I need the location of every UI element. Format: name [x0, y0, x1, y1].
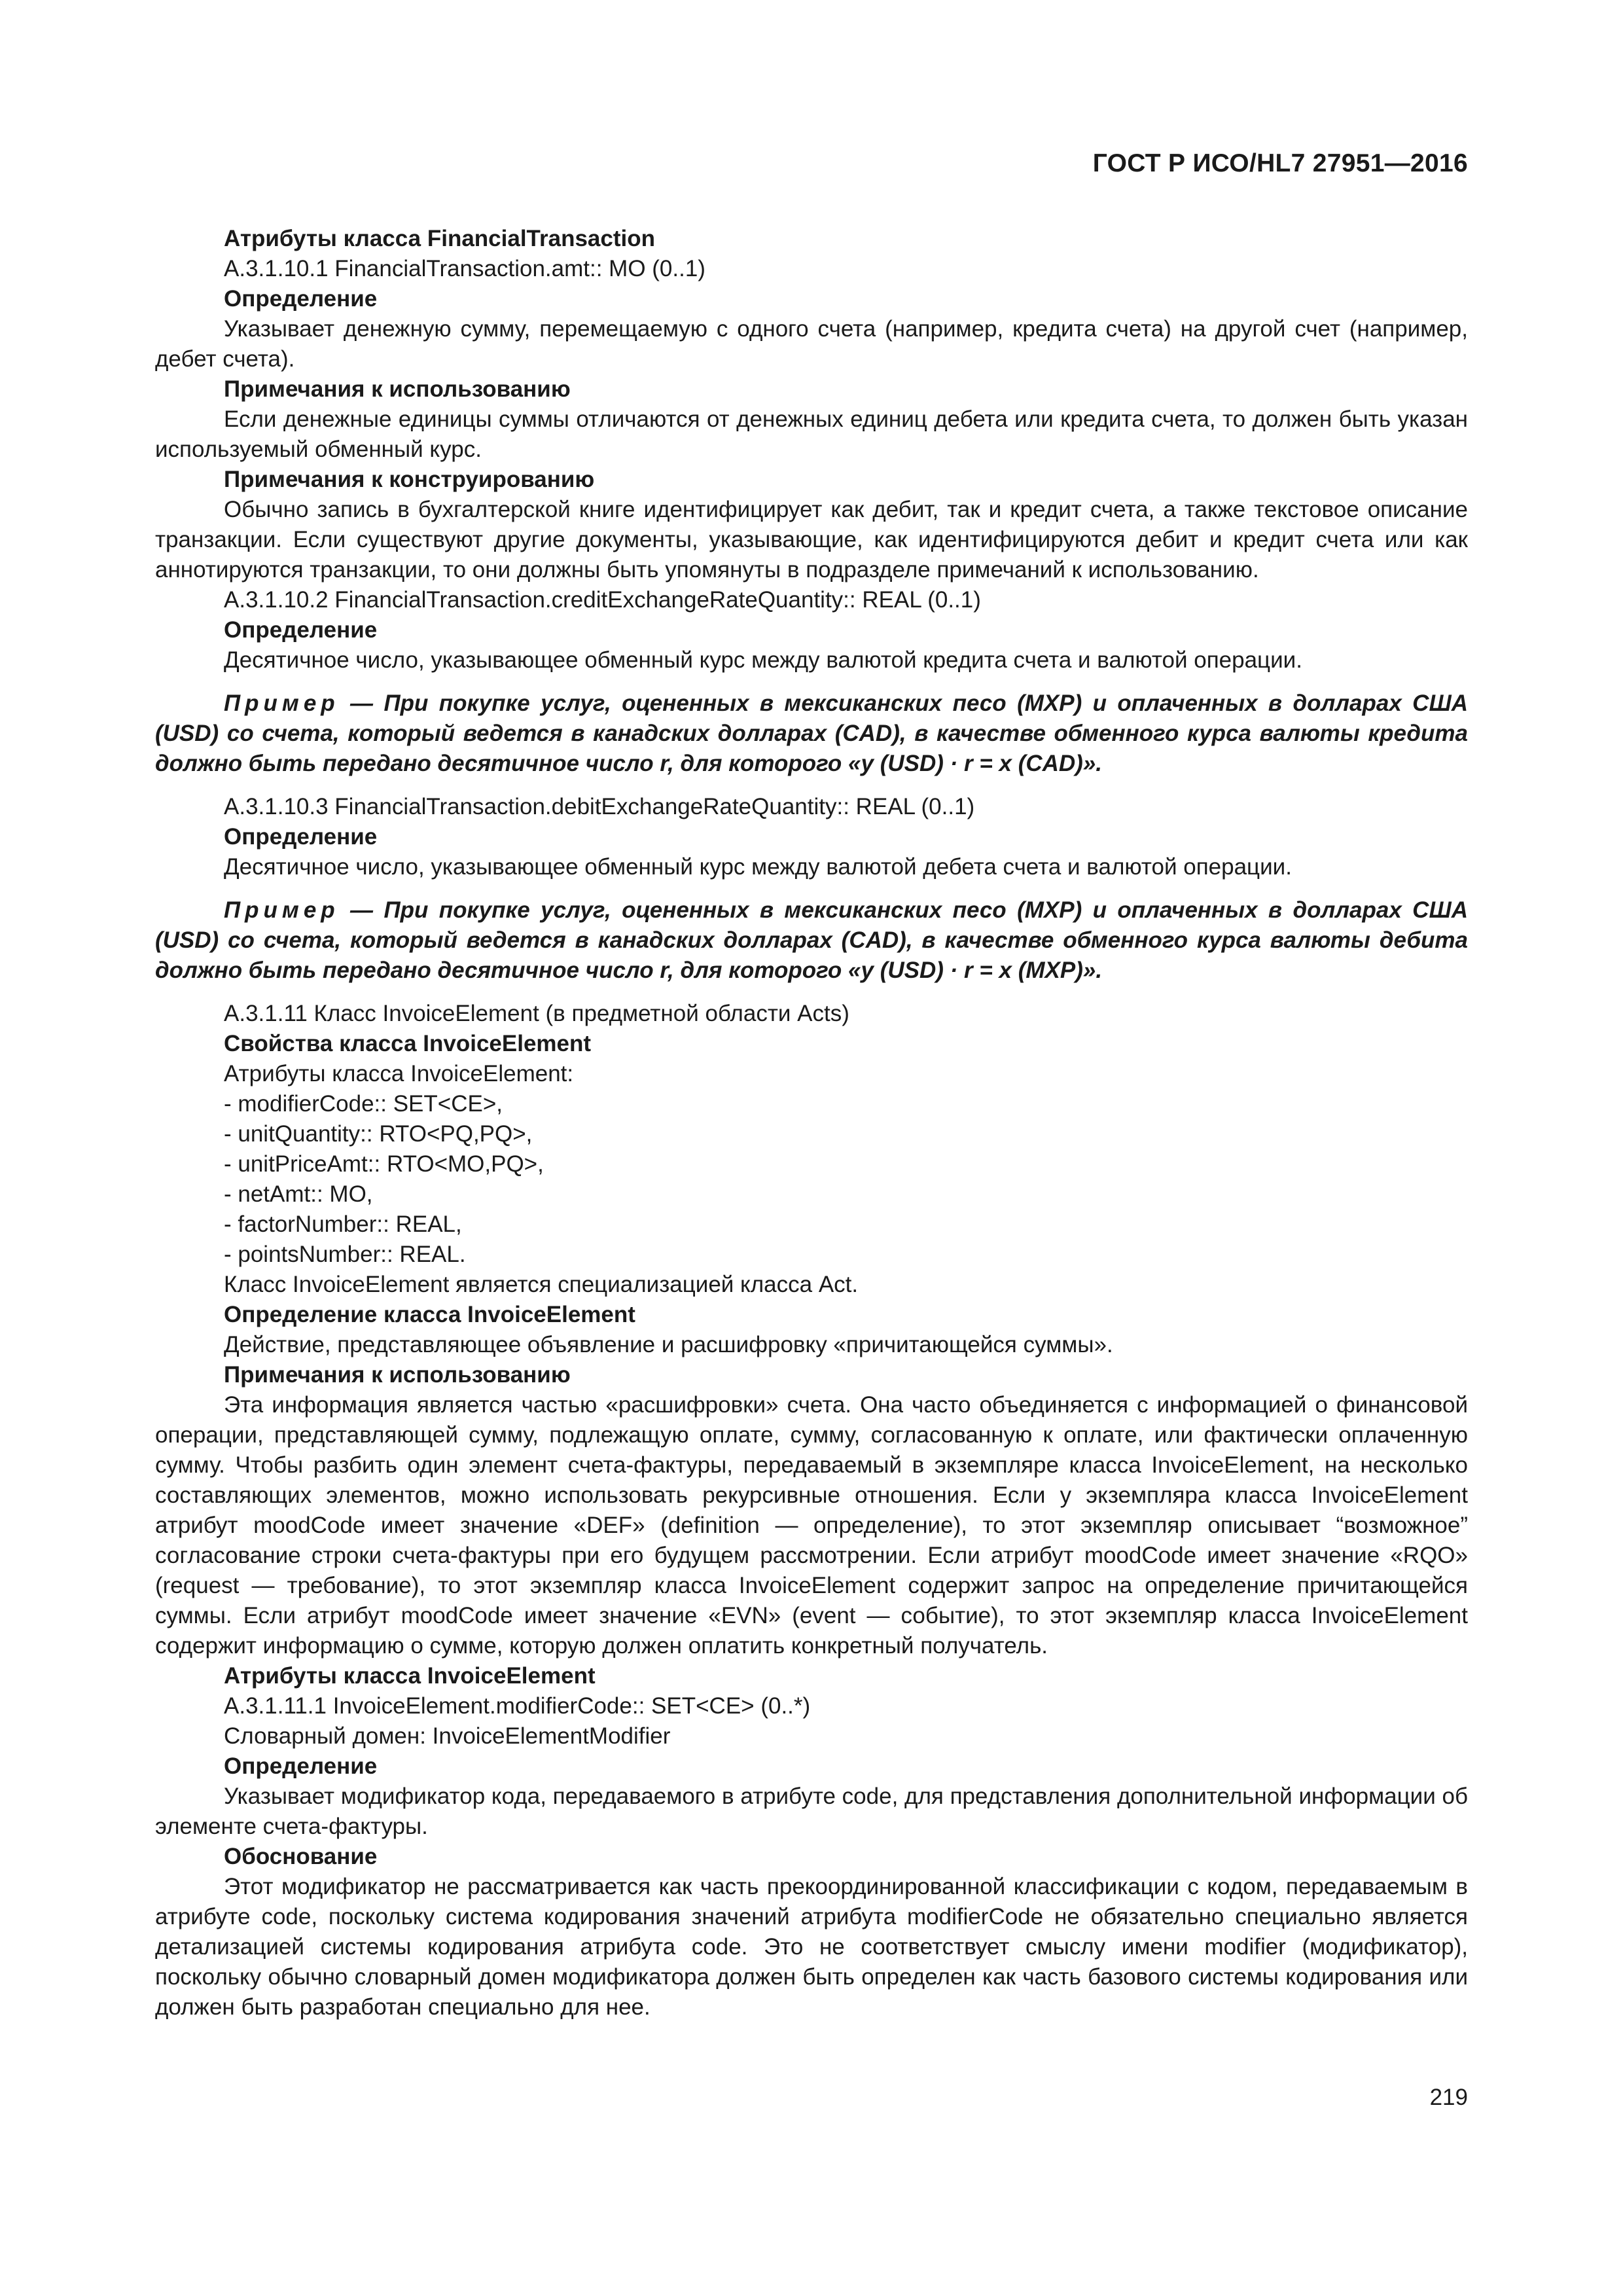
rationale-heading: Обоснование: [224, 1844, 378, 1869]
definition-heading: Определение: [224, 617, 378, 643]
specialization-text: Класс InvoiceElement является специализацией класса Act.: [224, 1272, 859, 1297]
definition-heading: Определение: [224, 1753, 378, 1779]
document-header: ГОСТ Р ИСО/HL7 27951—2016: [1092, 149, 1468, 177]
class-definition-text: Действие, представляющее объявление и расшифровку «причитающейся суммы».: [224, 1332, 1113, 1357]
definition-heading: Определение: [224, 286, 378, 312]
attribute-list: [155, 1089, 1468, 1270]
list-item: - pointsNumber:: REAL.: [224, 1242, 466, 1267]
attribute-id: А.3.1.10.2 FinancialTransaction.creditExchangeRateQuantity:: REAL (0..1): [224, 587, 981, 613]
design-text: Обычно запись в бухгалтерской книге идентифицирует как дебит, так и кредит счета, а также текстовое описание транзакции. Если существуют другие документы, указывающие, как идентифицируются дебит и кредит счета или как аннотируются транзакции, то они должны быть упомянуты в подразделе примечаний к использованию.: [155, 497, 1468, 583]
usage-heading: Примечания к использованию: [224, 1362, 571, 1388]
list-item: - modifierCode:: SET<CE>,: [224, 1091, 503, 1117]
definition-text: Указывает денежную сумму, перемещаемую с одного счета (например, кредита счета) на другой счет (например, дебет счета).: [155, 316, 1468, 372]
list-item: - unitQuantity:: RTO<PQ,PQ>,: [224, 1121, 533, 1147]
definition-text: Десятичное число, указывающее обменный курс между валютой дебета счета и валютой операции.: [224, 854, 1292, 880]
definition-text: Десятичное число, указывающее обменный курс между валютой кредита счета и валютой операции.: [224, 647, 1302, 673]
attributes-intro: Атрибуты класса InvoiceElement:: [224, 1061, 574, 1086]
definition-heading: Определение: [224, 824, 378, 850]
class-definition-heading: Определение класса InvoiceElement: [224, 1302, 635, 1327]
design-heading: Примечания к конструированию: [224, 467, 595, 492]
page-number: 219: [1429, 2085, 1468, 2110]
example-note: [155, 689, 1468, 779]
attributes-heading: Атрибуты класса InvoiceElement: [224, 1663, 596, 1689]
section-heading: Атрибуты класса FinancialTransaction: [224, 226, 656, 251]
example-text: — При покупке услуг, оцененных в мексиканских песо (MXP) и оплаченных в долларах США (USD) со счета, который ведется в канадских долларах (CAD), в качестве обменного курса валюты кредита должно быть передано десятичное число r, для которого «y (USD) · r = x (CAD)».: [155, 691, 1468, 776]
example-label: Пример: [224, 691, 340, 716]
attribute-id: А.3.1.10.3 FinancialTransaction.debitExchangeRateQuantity:: REAL (0..1): [224, 794, 975, 819]
usage-text: Эта информация является частью «расшифровки» счета. Она часто объединяется с информацией о финансовой операции, представляющей сумму, подлежащую оплате, сумму, согласованную к оплате, или фактически оплаченную сумму. Чтобы разбить один элемент счета-фактуры, передаваемый в экземпляре класса InvoiceElement, на несколько составляющих элементов, можно использовать рекурсивные отношения. Если у экземпляра класса InvoiceElement атрибут moodCode имеет значение «DEF» (definition — определение), то этот экземпляр описывает “возможное” согласование строки счета-фактуры при его будущем рассмотрении. Если атрибут moodCode имеет значение «RQO» (request — требование), то этот экземпляр класса InvoiceElement содержит запрос на определение причитающейся суммы. Если атрибут moodCode имеет значение «EVN» (event — событие), то этот экземпляр класса InvoiceElement содержит информацию о сумме, которую должен оплатить конкретный получатель.: [155, 1392, 1468, 1659]
properties-heading: Свойства класса InvoiceElement: [224, 1031, 592, 1056]
attribute-id: А.3.1.11.1 InvoiceElement.modifierCode:: SET<CE> (0..*): [224, 1693, 811, 1719]
list-item: - unitPriceAmt:: RTO<MO,PQ>,: [224, 1151, 544, 1177]
vocab-domain: Словарный домен: InvoiceElementModifier: [224, 1723, 671, 1749]
list-item: - netAmt:: MO,: [224, 1181, 373, 1207]
example-text: — При покупке услуг, оцененных в мексиканских песо (MXP) и оплаченных в долларах США (USD) со счета, который ведется в канадских долларах (CAD), в качестве обменного курса валюты дебита должно быть передано десятичное число r, для которого «y (USD) · r = x (MXP)».: [155, 897, 1468, 983]
example-label: Пример: [224, 897, 340, 923]
definition-text: Указывает модификатор кода, передаваемого в атрибуте code, для представления дополнительной информации об элементе счета-фактуры.: [155, 1784, 1468, 1839]
example-note: [155, 895, 1468, 986]
usage-text: Если денежные единицы суммы отличаются от денежных единиц дебета или кредита счета, то должен быть указан используемый обменный курс.: [155, 406, 1468, 462]
usage-heading: Примечания к использованию: [224, 376, 571, 402]
class-id: А.3.1.11 Класс InvoiceElement (в предметной области Acts): [224, 1001, 849, 1026]
list-item: - factorNumber:: REAL,: [224, 1211, 462, 1237]
attribute-id: А.3.1.10.1 FinancialTransaction.amt:: MO (0..1): [224, 256, 705, 281]
rationale-text: Этот модификатор не рассматривается как часть прекоординированной классификации с кодом, передаваемым в атрибуте code, поскольку система кодирования значений атрибута modifierCode не обязательно специально является детализацией системы кодирования атрибута code. Это не соответствует смыслу имени modifier (модификатор), поскольку обычно словарный домен модификатора должен быть определен как часть базового системы кодирования или должен быть разработан специально для нее.: [155, 1874, 1468, 2020]
page-body: [155, 224, 1468, 2022]
